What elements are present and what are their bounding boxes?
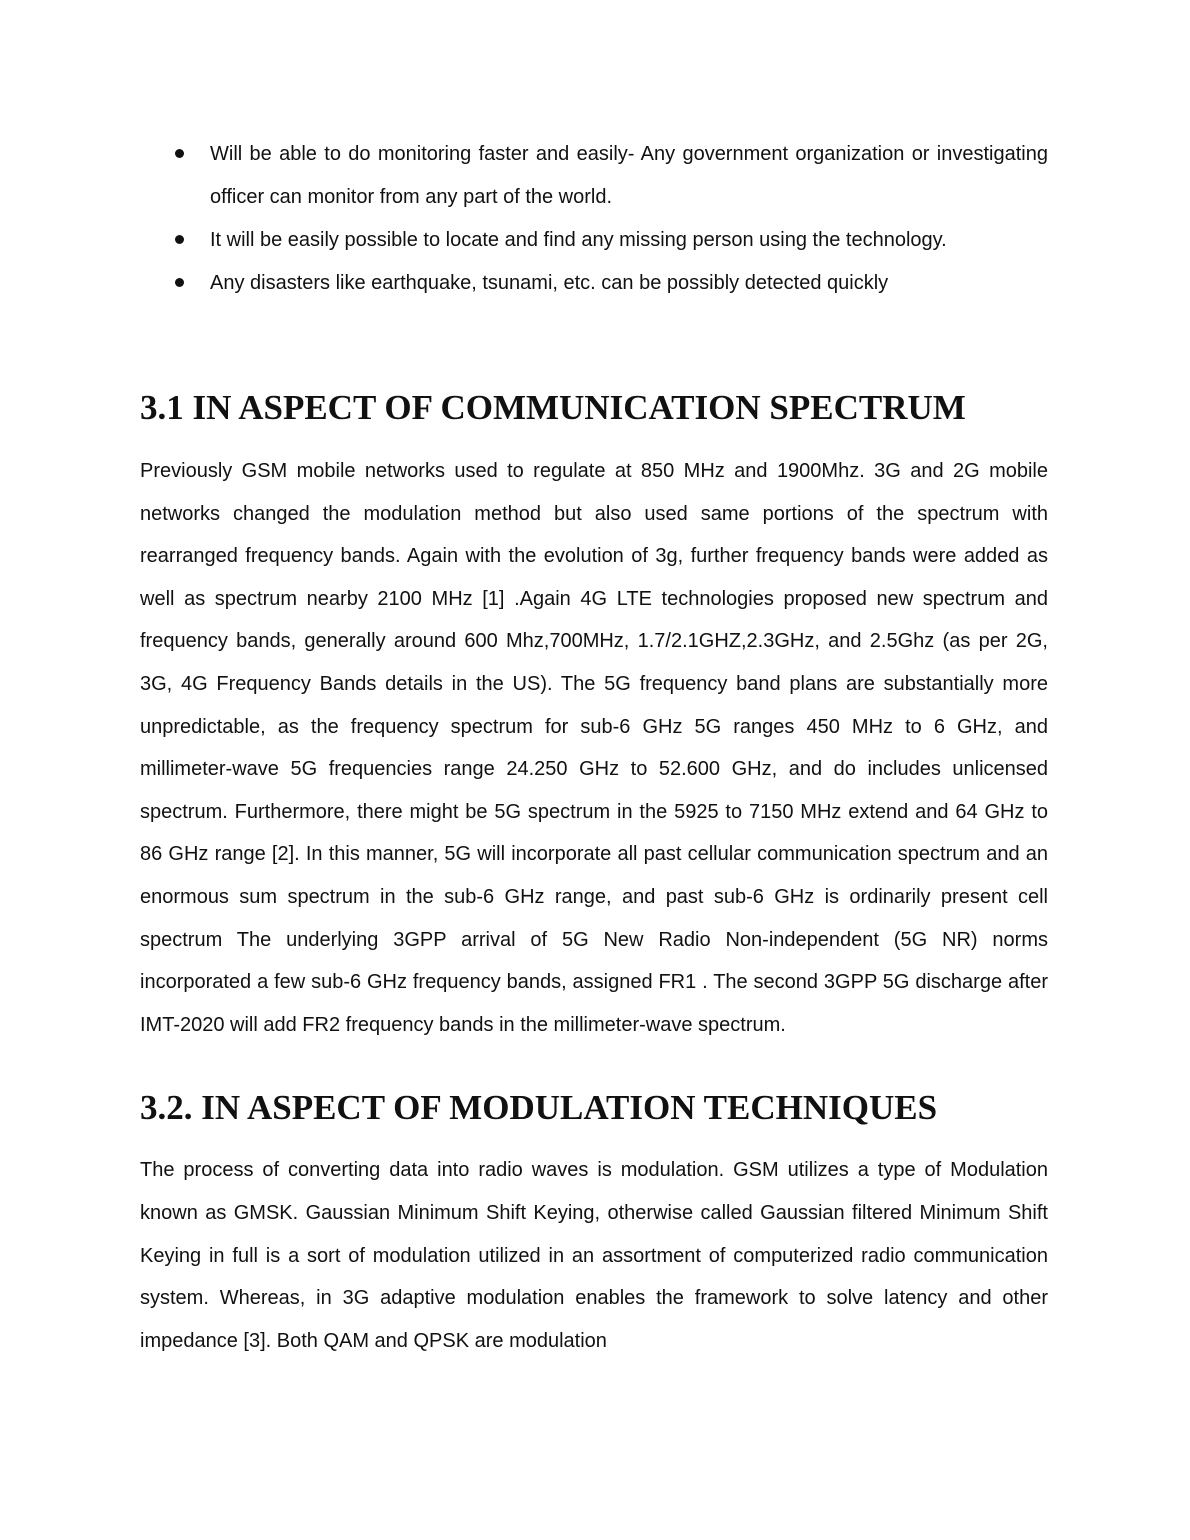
bullet-item: [140, 133, 1048, 219]
bullet-icon: [175, 278, 184, 287]
section-heading-modulation-techniques: 3.2. IN ASPECT OF MODULATION TECHNIQUES: [140, 1088, 938, 1128]
bullet-text: Will be able to do monitoring faster and easily- Any government organization or investigating officer can monitor from any part of the world.: [210, 143, 1048, 208]
section-heading-communication-spectrum: 3.1 IN ASPECT OF COMMUNICATION SPECTRUM: [140, 388, 966, 427]
section-paragraph-modulation-techniques: The process of converting data into radio waves is modulation. GSM utilizes a type of Modulation known as GMSK. Gaussian Minimum Shift Keying, otherwise called Gaussian filtered Minimum Shift Keying in full is a sort of modulation utilized in an assortment of computerized radio communication system. Whereas, in 3G adaptive modulation enables the framework to solve latency and other impedance [3]. Both QAM and QPSK are modulation: [140, 1159, 1048, 1352]
bullet-item: [140, 219, 1048, 262]
bullet-list: [140, 133, 1048, 305]
bullet-text: Any disasters like earthquake, tsunami, etc. can be possibly detected quickly: [210, 272, 889, 294]
section-paragraph-communication-spectrum: Previously GSM mobile networks used to regulate at 850 MHz and 1900Mhz. 3G and 2G mobile networks changed the modulation method but also used same portions of the spectrum with rearranged frequency bands. Again with the evolution of 3g, further frequency bands were added as well as spectrum nearby 2100 MHz [1] .Again 4G LTE technologies proposed new spectrum and frequency bands, generally around 600 Mhz,700MHz, 1.7/2.1GHZ,2.3GHz, and 2.5Ghz (as per 2G, 3G, 4G Frequency Bands details in the US). The 5G frequency band plans are substantially more unpredictable, as the frequency spectrum for sub-6 GHz 5G ranges 450 MHz to 6 GHz, and millimeter-wave 5G frequencies range 24.250 GHz to 52.600 GHz, and do includes unlicensed spectrum. Furthermore, there might be 5G spectrum in the 5925 to 7150 MHz extend and 64 GHz to 86 GHz range [2]. In this manner, 5G will incorporate all past cellular communication spectrum and an enormous sum spectrum in the sub-6 GHz range, and past sub-6 GHz is ordinarily present cell spectrum The underlying 3GPP arrival of 5G New Radio Non-independent (5G NR) norms incorporated a few sub-6 GHz frequency bands, assigned FR1 . The second 3GPP 5G discharge after IMT-2020 will add FR2 frequency bands in the millimeter-wave spectrum.: [140, 460, 1048, 1036]
bullet-item: [140, 262, 1048, 305]
bullet-icon: [175, 235, 184, 244]
bullet-text: It will be easily possible to locate and find any missing person using the technology.: [210, 229, 947, 251]
bullet-icon: [175, 149, 184, 158]
document-page: [140, 133, 1048, 1362]
